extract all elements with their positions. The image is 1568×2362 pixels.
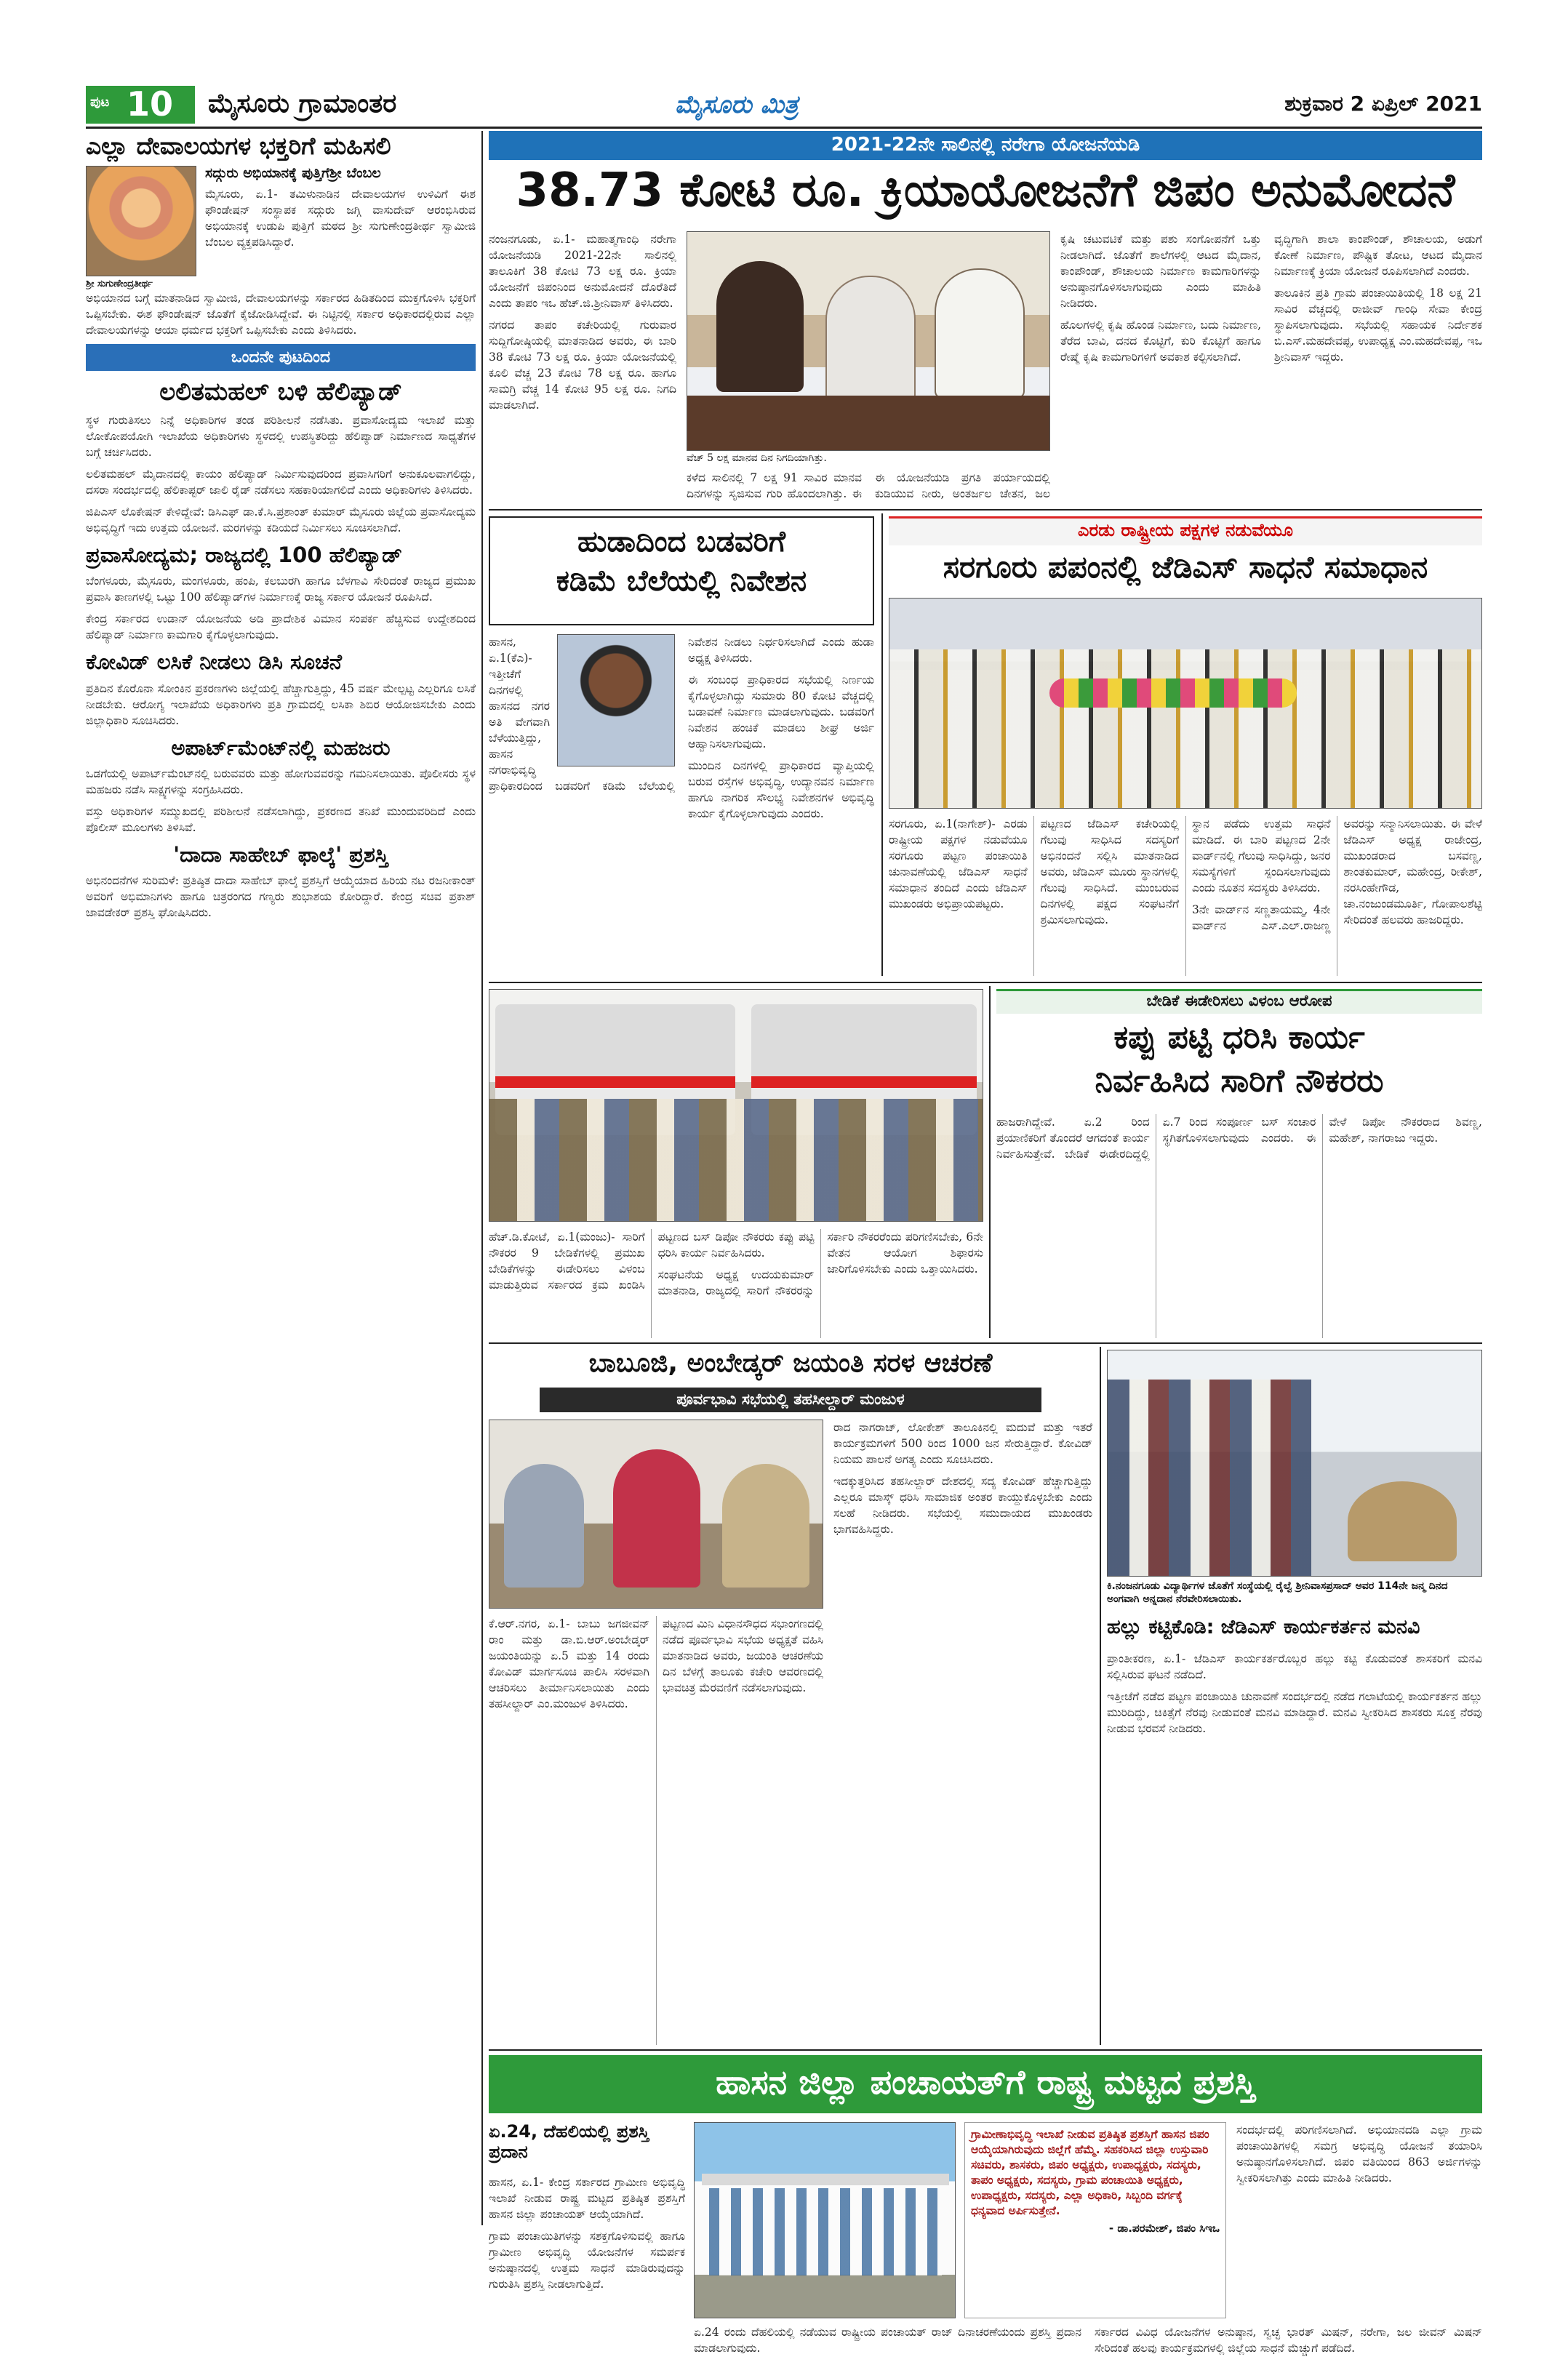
nrega-body-5: ಕೃಷಿ ಚಟುವಟಿಕೆ ಮತ್ತು ಪಶು ಸಂಗೋಪನೆಗೆ ಒತ್ತು ನೀಡಲಾಗಿದೆ. ಜೊತೆಗೆ ಶಾಲೆಗಳಲ್ಲಿ ಆಟದ ಮೈದಾನ, ಕಾಂಪೌಂಡ್, ಶೌಚಾಲಯ ನಿರ್ಮಾಣ ಕಾಮಗಾರಿಗಳನ್ನು ಅನುಷ್ಠಾನಗೊಳಿಸಲಾಗುವುದು ಎಂದು ಮಾಹಿತಿ ನೀಡಿದರು. [1060, 233, 1261, 310]
nrega-meeting-photo [687, 231, 1050, 451]
babu-body-3: ರಾದ ನಾಗರಾಜ್, ಲೋಕೇಶ್ ತಾಲೂಕಿನಲ್ಲಿ ಮದುವೆ ಮತ್ತು ಇತರೆ ಕಾರ್ಯಕ್ರಮಗಳಿಗೆ 500 ರಿಂದ 1000 ಜನ ಸೇರುತ್ತಿದ್ದಾರೆ. ಕೋವಿಡ್ ನಿಯಮ ಪಾಲನೆ ಅಗತ್ಯ ಎಂದು ಸೂಚಿಸಿದರು. [833, 1421, 1092, 1466]
jds-body-1: ಸರಗೂರು, ಏ.1(ನಾಗೇಶ್)- ಎರಡು ರಾಷ್ಟ್ರೀಯ ಪಕ್ಷಗಳ ನಡುವೆಯೂ ಸರಗೂರು ಪಟ್ಟಣ ಪಂಚಾಯಿತಿ ಚುನಾವಣೆಯಲ್ಲಿ ಜೆಡಿಎಸ್ ಸಾಧನೆ ಸಮಾಧಾನ ತಂದಿದೆ ಎಂದು ಜೆಡಿಎಸ್ ಮುಖಂಡರು ಅಭಿಪ್ರಾಯಪಟ್ಟರು. [889, 817, 1028, 910]
zp-building-photo [694, 2122, 956, 2318]
jds-headline: ಸರಗೂರು ಪಪಂನಲ್ಲಿ ಜೆಡಿಎಸ್ ಸಾಧನೆ ಸಮಾಧಾನ [943, 549, 1428, 585]
story2-body-1: ಸ್ಥಳ ಗುರುತಿಸಲು ನಿನ್ನೆ ಅಧಿಕಾರಿಗಳ ತಂಡ ಪರಿಶೀಲನೆ ನಡೆಸಿತು. ಪ್ರವಾಸೋದ್ಯಮ ಇಲಾಖೆ ಮತ್ತು ಲೋಕೋಪಯೋಗಿ ಇಲಾಖೆಯ ಅಧಿಕಾರಿಗಳು ಸ್ಥಳದಲ್ಲಿ ಉಪಸ್ಥಿತರಿದ್ದು ಹೆಲಿಪ್ಯಾಡ್ ನಿರ್ಮಾಣದ ಸಾಧ್ಯತೆಗಳ ಬಗ್ಗೆ ಚರ್ಚಿಸಿದರು. [86, 414, 476, 460]
hallu-headline: ಹಲ್ಲು ಕಟ್ಟಿಕೊಡಿ: ಜೆಡಿಎಸ್ ಕಾರ್ಯಕರ್ತನ ಮನವಿ [1107, 1616, 1420, 1638]
official-figure-1 [716, 261, 804, 392]
bus-workers [489, 1099, 983, 1222]
story5-body-2: ವಸ್ತು ಅಧಿಕಾರಿಗಳ ಸಮ್ಮುಖದಲ್ಲಿ ಪರಿಶೀಲನೆ ನಡೆಸಲಾಗಿದ್ದು, ಪ್ರಕರಣದ ತನಿಖೆ ಮುಂದುವರಿದಿದೆ ಎಂದು ಪೊಲೀಸ್ ಮೂಲಗಳು ತಿಳಿಸಿವೆ. [86, 805, 476, 835]
story6-body-1: ಅಭಿನಂದನೆಗಳ ಸುರಿಮಳೆ: ಪ್ರತಿಷ್ಠಿತ ದಾದಾ ಸಾಹೇಬ್ ಫಾಲ್ಕೆ ಪ್ರಶಸ್ತಿಗೆ ಆಯ್ಕೆಯಾದ ಹಿರಿಯ ನಟ ರಜನೀಕಾಂತ್ ಅವರಿಗೆ ಅಭಿಮಾನಿಗಳು ಹಾಗೂ ಚಿತ್ರರಂಗದ ಗಣ್ಯರು ಶುಭಾಶಯ ಕೋರಿದ್ದಾರೆ. ಕೇಂದ್ರ ಸಚಿವ ಪ್ರಕಾಶ್ ಜಾವಡೇಕರ್ ಪ್ರಶಸ್ತಿ ಘೋಷಿಸಿದರು. [86, 874, 476, 920]
hassan-quote: ಗ್ರಾಮೀಣಾಭಿವೃದ್ಧಿ ಇಲಾಖೆ ನೀಡುವ ಪ್ರತಿಷ್ಠಿತ ಪ್ರಶಸ್ತಿಗೆ ಹಾಸನ ಜಿಪಂ ಆಯ್ಕೆಯಾಗಿರುವುದು ಜಿಲ್ಲೆಗೆ ಹೆಮ್ಮೆ. ಸಹಕರಿಸಿದ ಜಿಲ್ಲಾ ಉಸ್ತುವಾರಿ ಸಚಿವರು, ಶಾಸಕರು, ಜಿಪಂ ಅಧ್ಯಕ್ಷರು, ಉಪಾಧ್ಯಕ್ಷರು, ಸದಸ್ಯರು, ತಾಪಂ ಅಧ್ಯಕ್ಷರು, ಸದಸ್ಯರು, ಗ್ರಾಮ ಪಂಚಾಯಿತಿ ಅಧ್ಯಕ್ಷರು, ಉಪಾಧ್ಯಕ್ಷರು, ಸದಸ್ಯರು, ಎಲ್ಲಾ ಅಧಿಕಾರಿ, ಸಿಬ್ಬಂದಿ ವರ್ಗಕ್ಕೆ ಧನ್ಯವಾದ ಅರ್ಪಿಸುತ್ತೇನೆ. [971, 2128, 1209, 2217]
story3-body-1: ಬೆಂಗಳೂರು, ಮೈಸೂರು, ಮಂಗಳೂರು, ಹಂಪಿ, ಕಲಬುರಗಿ ಹಾಗೂ ಬೆಳಗಾವಿ ಸೇರಿದಂತೆ ರಾಜ್ಯದ ಪ್ರಮುಖ ಪ್ರವಾಸಿ ತಾಣಗಳಲ್ಲಿ ಒಟ್ಟು 100 ಹೆಲಿಪ್ಯಾಡ್‌ಗಳ ನಿರ್ಮಾಣಕ್ಕೆ ರಾಜ್ಯ ಸರ್ಕಾರ ಯೋಜನೆ ರೂಪಿಸಿದೆ. [86, 575, 476, 604]
babu-meeting-photo [489, 1420, 823, 1609]
jds-body-3: ಸ್ಥಾನ ಪಡೆದು ಉತ್ತಮ ಸಾಧನೆ ಮಾಡಿದೆ. ಈ ಬಾರಿ ಪಟ್ಟಣದ 2ನೇ ವಾರ್ಡ್‌ನಲ್ಲಿ ಗೆಲುವು ಸಾಧಿಸಿದ್ದು, ಜನರ ಸಮಸ್ಯೆಗಳಿಗೆ ಸ್ಪಂದಿಸಲಾಗುವುದು ಎಂದು ನೂತನ ಸದಸ್ಯರು ತಿಳಿಸಿದರು. [1192, 817, 1331, 894]
hassan-body-1: ಹಾಸನ, ಏ.1- ಕೇಂದ್ರ ಸರ್ಕಾರದ ಗ್ರಾಮೀಣ ಅಭಿವೃದ್ಧಿ ಇಲಾಖೆ ನೀಡುವ ರಾಷ್ಟ್ರ ಮಟ್ಟದ ಪ್ರತಿಷ್ಠಿತ ಪ್ರಶಸ್ತಿಗೆ ಹಾಸನ ಜಿಲ್ಲಾ ಪಂಚಾಯತ್ ಆಯ್ಕೆಯಾಗಿದೆ. [489, 2176, 685, 2221]
huda-headline-line1: ಹುಡಾದಿಂದ ಬಡವರಿಗೆ [577, 525, 785, 559]
nrega-body-7: ವೃದ್ಧಿಗಾಗಿ ಶಾಲಾ ಕಾಂಪೌಂಡ್, ಶೌಚಾಲಯ, ಅಡುಗೆ ಕೋಣೆ ನಿರ್ಮಾಣ, ಪೌಷ್ಟಿಕ ತೋಟ, ಆಟದ ಮೈದಾನ ನಿರ್ಮಾಣಕ್ಕೆ ಕ್ರಿಯಾ ಯೋಜನೆ ರೂಪಿಸಲಾಗಿದೆ ಎಂದರು. [1274, 233, 1482, 278]
story6-headline: 'ದಾದಾ ಸಾಹೇಬ್ ಫಾಲ್ಕೆ' ಪ್ರಶಸ್ತಿ [173, 842, 388, 868]
nrega-photo-caption: ವೆಚ್ 5 ಲಕ್ಷ ಮಾನವ ದಿನ ನಿಗದಿಯಾಗಿತ್ತು. [687, 452, 827, 464]
page-label: ಪುಟ [90, 95, 110, 110]
hassan-body-right [1236, 2122, 1482, 2320]
masthead [86, 86, 1482, 124]
meeting-table [687, 396, 1050, 451]
hassan-body-bottom [694, 2324, 1482, 2356]
nrega-body-2: ನಗರದ ತಾಪಂ ಕಚೇರಿಯಲ್ಲಿ ಗುರುವಾರ ಸುದ್ದಿಗೋಷ್ಠಿಯಲ್ಲಿ ಮಾತನಾಡಿದ ಅವರು, ಈ ಬಾರಿ 38 ಕೋಟಿ 73 ಲಕ್ಷ ರೂ. ಕ್ರಿಯಾ ಯೋಜನೆಯಲ್ಲಿ ಕೂಲಿ ವೆಚ್ಚ 23 ಕೋಟಿ 78 ಲಕ್ಷ ರೂ. ಹಾಗೂ ಸಾಮಗ್ರಿ ವೆಚ್ಚ 14 ಕೋಟಿ 95 ಲಕ್ಷ ರೂ. ನಿಗದಿ ಮಾಡಲಾಗಿದೆ. [489, 319, 676, 412]
story3-headline: ಪ್ರವಾಸೋದ್ಯಮ; ರಾಜ್ಯದಲ್ಲಿ 100 ಹೆಲಿಪ್ಯಾಡ್ [86, 543, 403, 568]
story1-body-1: ಮೈಸೂರು, ಏ.1- ತಮಿಳುನಾಡಿನ ದೇವಾಲಯಗಳ ಉಳಿವಿಗೆ ಈಶ ಫೌಂಡೇಷನ್ ಸಂಸ್ಥಾಪಕ ಸದ್ಗುರು ಜಗ್ಗಿ ವಾಸುದೇವ್ ಆರಂಭಿಸಿರುವ ಅಭಿಯಾನಕ್ಕೆ ಉಡುಪಿ ಪುತ್ತಿಗೆ ಮಠದ ಶ್ರೀ ಸುಗುಣೇಂದ್ರತೀರ್ಥ ಸ್ವಾಮೀಜಿ ಬೆಂಬಲ ವ್ಯಕ್ತಪಡಿಸಿದ್ದಾರೆ. [205, 187, 476, 249]
nrega-body-col4 [1060, 231, 1261, 502]
hassan-body-col1 [489, 2174, 685, 2320]
left-column-divider [481, 131, 483, 2225]
hassan-body-2: ಗ್ರಾಮ ಪಂಚಾಯಿತಿಗಳನ್ನು ಸಶಕ್ತಗೊಳಿಸುವಲ್ಲಿ ಹಾಗೂ ಗ್ರಾಮೀಣ ಅಭಿವೃದ್ಧಿ ಯೋಜನೆಗಳ ಸಮರ್ಪಕ ಅನುಷ್ಠಾನದಲ್ಲಿ ಉತ್ತಮ ಸಾಧನೆ ಮಾಡಿರುವುದನ್ನು ಗುರುತಿಸಿ ಪ್ರಶಸ್ತಿ ನೀಡಲಾಗುತ್ತಿದೆ. [489, 2230, 685, 2291]
date-line: ಶುಕ್ರವಾರ 2 ಏಪ್ರಿಲ್ 2021 [1284, 92, 1482, 116]
story2-body-3: ಜಿಪಿಎಸ್ ಲೊಕೇಷನ್ ಕೇಳಿದ್ದೇವೆ: ಡಿಸಿಎಫ್ ಡಾ.ಕೆ.ಸಿ.ಪ್ರಶಾಂತ್ ಕುಮಾರ್ ಮೈಸೂರು ಜಿಲ್ಲೆಯ ಪ್ರವಾಸೋದ್ಯಮ ಅಭಿವೃದ್ಧಿಗೆ ಇದು ಉತ್ತಮ ಯೋಜನೆ. ಮರಗಳನ್ನು ಕಡಿಯದೆ ನಿರ್ಮಿಸಲು ಸೂಚಿಸಲಾಗಿದೆ. [86, 505, 476, 535]
section-name: ಮೈಸೂರು ಗ್ರಾಮಾಂತರ [208, 89, 397, 119]
left-column [86, 131, 476, 2233]
hallu-body [1107, 1651, 1482, 2045]
jds-body-4: 3ನೇ ವಾರ್ಡ್‌ನ ಸಣ್ಣತಾಯಮ್ಮ, 4ನೇ ವಾರ್ಡ್‌ನ ಎಸ್.ಎಲ್.ರಾಜಣ್ಣ ಅವರನ್ನು ಸನ್ಮಾನಿಸಲಾಯಿತು. ಈ ವೇಳೆ ಜೆಡಿಎಸ್ ಅಧ್ಯಕ್ಷ ರಾಜೇಂದ್ರ, ಮುಖಂಡರಾದ ಬಸವಣ್ಣ, ಶಾಂತಕುಮಾರ್, ಮಹೇಂದ್ರ, ರೀಕೇಶ್, ನರಸಿಂಹೇಗೌಡ, ಚಾ.ನಂಜುಂಡಮೂರ್ತಿ, ಗೋಪಾಲಶೆಟ್ಟಿ ಸೇರಿದಂತೆ ಹಲವರು ಹಾಜರಿದ್ದರು. [1192, 817, 1482, 932]
nrega-body-4: ಈ ಯೋಜನೆಯಡಿ ಪ್ರಗತಿ ಪರ್ಯಾಯದಲ್ಲಿ ಕುಡಿಯುವ ನೀರು, ಅಂತರ್ಜಲ ಚೇತನ, ಜಲ [875, 471, 1050, 500]
nrega-body-col3 [687, 470, 1050, 502]
huda-right-divider [881, 513, 883, 976]
hassan-banner-text: ಹಾಸನ ಜಿಲ್ಲಾ ಪಂಚಾಯತ್‌ಗೆ ರಾಷ್ಟ್ರ ಮಟ್ಟದ ಪ್ರಶಸ್ತಿ [716, 2062, 1255, 2102]
babu-body-2: ಪಟ್ಟಣದ ಮಿನಿ ವಿಧಾನಸೌಧದ ಸಭಾಂಗಣದಲ್ಲಿ ನಡೆದ ಪೂರ್ವಭಾವಿ ಸಭೆಯ ಅಧ್ಯಕ್ಷತೆ ವಹಿಸಿ ಮಾತನಾಡಿದ ಅವರು, ಜಯಂತಿ ಆಚರಣೆಯ ದಿನ ಬೆಳಗ್ಗೆ ತಾಲೂಕು ಕಚೇರಿ ಆವರಣದಲ್ಲಿ ಭಾವಚಿತ್ರ ಮೆರವಣಿಗೆ ನಡೆಸಲಾಗುವುದು. [663, 1617, 823, 1694]
jds-bottom-rule [489, 982, 1482, 983]
serving-pot [1348, 1481, 1457, 1561]
annadana-caption: ಕಿ.ನಂಜನಗೂಡು ವಿದ್ಯಾರ್ಥಿಗಳ ಜೊತೆಗೆ ಸಂಸ್ಥೆಯಲ್ಲಿ ರೈಲ್ವೆ ಶ್ರೀನಿವಾಸಪ್ರಸಾದ್ ಅವರ 114ನೇ ಜನ್ಮ ದಿನದ ಅಂಗವಾಗಿ ಅನ್ನದಾನ ನೆರವೇರಿಸಲಾಯಿತು. [1107, 1580, 1448, 1605]
hassan-body-3: ಏ.24 ರಂದು ದೆಹಲಿಯಲ್ಲಿ ನಡೆಯುವ ರಾಷ್ಟ್ರೀಯ ಪಂಚಾಯತ್ ರಾಜ್ ದಿನಾಚರಣೆಯಂದು ಪ್ರಶಸ್ತಿ ಪ್ರದಾನ ಮಾಡಲಾಗುವುದು. [694, 2326, 1081, 2355]
zp-building-windows [709, 2188, 942, 2275]
hassan-subhead: ಏ.24, ದೆಹಲಿಯಲ್ಲಿ ಪ್ರಶಸ್ತಿ ಪ್ರದಾನ [489, 2121, 649, 2162]
huda-body [489, 634, 874, 976]
swamiji-photo [86, 166, 196, 276]
bus-kicker: ಬೇಡಿಕೆ ಈಡೇರಿಸಲು ವಿಳಂಬ ಆರೋಪ [1146, 992, 1332, 1009]
huda-body-2: ಈ ಸಂಬಂಧ ಪ್ರಾಧಿಕಾರದ ಸಭೆಯಲ್ಲಿ ನಿರ್ಣಯ ಕೈಗೊಳ್ಳಲಾಗಿದ್ದು ಸುಮಾರು 80 ಕೋಟಿ ವೆಚ್ಚದಲ್ಲಿ ಬಡಾವಣೆ ನಿರ್ಮಾಣ ಮಾಡಲಾಗುವುದು. ಬಡವರಿಗೆ ನಿವೇಶನ ಹಂಚಿಕೆ ಮಾಡಲು ಶೀಘ್ರ ಅರ್ಜಿ ಆಹ್ವಾನಿಸಲಾಗುವುದು. [688, 673, 874, 750]
story5-body-1: ಒಡಗೆಯಲ್ಲಿ ಅಪಾರ್ಟ್‌ಮೆಂಟ್‌ನಲ್ಲಿ ಬರುವವರು ಮತ್ತು ಹೋಗುವವರನ್ನು ಗಮನಿಸಲಾಯಿತು. ಪೊಲೀಸರು ಸ್ಥಳ ಮಹಜರು ನಡೆಸಿ ಸಾಕ್ಷ್ಯಗಳನ್ನು ಸಂಗ್ರಹಿಸಿದರು. [86, 767, 476, 797]
huda-headline-line2: ಕಡಿಮೆ ಬೆಲೆಯಲ್ಲಿ ನಿವೇಶನ [556, 564, 807, 598]
nrega-body-col1 [489, 231, 676, 502]
official-figure-2 [825, 276, 916, 402]
babu-figure-left [504, 1464, 584, 1588]
official-figure-3 [935, 268, 1025, 399]
nrega-body-8: ತಾಲೂಕಿನ ಪ್ರತಿ ಗ್ರಾಮ ಪಂಚಾಯಿತಿಯಲ್ಲಿ 18 ಲಕ್ಷ 21 ಸಾವಿರ ವೆಚ್ಚದಲ್ಲಿ ರಾಜೀವ್ ಗಾಂಧಿ ಸೇವಾ ಕೇಂದ್ರ ಸ್ಥಾಪಿಸಲಾಗುವುದು. ಸಭೆಯಲ್ಲಿ ಸಹಾಯಕ ನಿರ್ದೇಶಕ ಬಿ.ಎಸ್.ಮಹದೇವಪ್ಪ, ಉಪಾಧ್ಯಕ್ಷ ಎಂ.ಮಹದೇವಪ್ಪ, ಇಒ ಶ್ರೀನಿವಾಸ್ ಇದ್ದರು. [1274, 287, 1482, 364]
bus-bottom-rule [489, 1342, 1482, 1344]
nrega-body-6: ಹೊಲಗಳಲ್ಲಿ ಕೃಷಿ ಹೊಂಡ ನಿರ್ಮಾಣ, ಬದು ನಿರ್ಮಾಣ, ತೆರೆದ ಬಾವಿ, ದನದ ಕೊಟ್ಟಿಗೆ, ಕುರಿ ಕೊಟ್ಟಿಗೆ ಹಾಗೂ ರೇಷ್ಮೆ ಕೃಷಿ ಕಾಮಗಾರಿಗಳಿಗೆ ಅವಕಾಶ ಕಲ್ಪಿಸಲಾಗಿದೆ. [1060, 319, 1261, 364]
bus-body-1: ಹೆಚ್.ಡಿ.ಕೋಟೆ, ಏ.1(ಮಂಜು)- ಸಾರಿಗೆ ನೌಕರರ 9 ಬೇಡಿಕೆಗಳಲ್ಲಿ ಪ್ರಮುಖ ಬೇಡಿಕೆಗಳನ್ನು ಈಡೇರಿಸಲು ವಿಳಂಬ ಮಾಡುತ್ತಿರುವ ಸರ್ಕಾರದ ಕ್ರಮ ಖಂಡಿಸಿ ಪಟ್ಟಣದ ಬಸ್ ಡಿಪೋ ನೌಕರರು ಕಪ್ಪು ಪಟ್ಟಿ ಧರಿಸಿ ಕಾರ್ಯ ನಿರ್ವಹಿಸಿದರು. [489, 1230, 815, 1292]
jds-crowd [889, 649, 1482, 809]
hassan-body-4: ಸರ್ಕಾರದ ವಿವಿಧ ಯೋಜನೆಗಳ ಅನುಷ್ಠಾನ, ಸ್ವಚ್ಛ ಭಾರತ್ ಮಿಷನ್, ನರೇಗಾ, ಜಲ ಜೀವನ್ ಮಿಷನ್ ಸೇರಿದಂತೆ ಹಲವು ಕಾರ್ಯಕ್ರಮಗಳಲ್ಲಿ ಜಿಲ್ಲೆಯ ಸಾಧನೆ ಮೆಚ್ಚುಗೆ ಪಡೆದಿದೆ. [1095, 2326, 1482, 2355]
bus-headline-line2: ನಿರ್ವಹಿಸಿದ ಸಾರಿಗೆ ನೌಕರರು [1095, 1062, 1384, 1100]
babu-body-left [489, 1616, 823, 2045]
zp-building-roof [702, 2174, 949, 2185]
swamiji-photo-block [86, 166, 196, 290]
huda-body-1: ಹಾಸನ, ಏ.1(ಕೆಎ)- ಇತ್ತೀಚೆಗೆ ದಿನಗಳಲ್ಲಿ ಹಾಸನದ ನಗರ ಅತಿ ವೇಗವಾಗಿ ಬೆಳೆಯುತ್ತಿದ್ದು, ಹಾಸನ ನಗರಾಭಿವೃದ್ಧಿ ಪ್ರಾಧಿಕಾರದಿಂದ ಬಡವರಿಗೆ ಕಡಿಮೆ ಬೆಲೆಯಲ್ಲಿ ನಿವೇಶನ ನೀಡಲು ನಿರ್ಧರಿಸಲಾಗಿದೆ ಎಂದು ಹುಡಾ ಅಧ್ಯಕ್ಷ ತಿಳಿಸಿದರು. [489, 636, 874, 793]
bus-body-right [996, 1114, 1482, 1338]
jds-body [889, 816, 1482, 976]
annadana-photo [1107, 1350, 1482, 1577]
huda-headline-box [489, 516, 874, 625]
jds-garlands [1049, 678, 1297, 708]
nrega-headline: 38.73 ಕೋಟಿ ರೂ. ಕ್ರಿಯಾಯೋಜನೆಗೆ ಜಿಪಂ ಅನುಮೋದನೆ [516, 164, 1455, 217]
paper-name: ಮೈಸೂರು ಮಿತ್ರ [675, 90, 799, 119]
page-number: 10 [127, 84, 174, 124]
hassan-top-rule [489, 2049, 1482, 2051]
story2-body-2: ಲಲಿತಮಹಲ್ ಮೈದಾನದಲ್ಲಿ ಕಾಯಂ ಹೆಲಿಪ್ಯಾಡ್ ನಿರ್ಮಿಸುವುದರಿಂದ ಪ್ರವಾಸಿಗರಿಗೆ ಅನುಕೂಲವಾಗಲಿದ್ದು, ದಸರಾ ಸಂದರ್ಭದಲ್ಲಿ ಹೆಲಿಕಾಪ್ಟರ್ ಜಾಲಿ ರೈಡ್ ನಡೆಸಲು ಸಹಕಾರಿಯಾಗಲಿದೆ ಎಂದು ಅಧಿಕಾರಿಗಳು ತಿಳಿಸಿದರು. [86, 468, 476, 497]
nrega-body-col5 [1274, 231, 1482, 502]
story1-subhead: ಸದ್ಗುರು ಅಭಿಯಾನಕ್ಕೆ ಪುತ್ತಿಗೆಶ್ರೀ ಬೆಂಬಲ [205, 164, 381, 181]
babu-body-right [833, 1420, 1092, 2045]
bus-body-3: ಹಾಜರಾಗಿದ್ದೇವೆ. ಏ.2 ರಿಂದ ಪ್ರಯಾಣಿಕರಿಗೆ ತೊಂದರೆ ಆಗದಂತೆ ಕಾರ್ಯ ನಿರ್ವಹಿಸುತ್ತೇವೆ. ಬೇಡಿಕೆ ಈಡೇರದಿದ್ದಲ್ಲಿ ಏ.7 ರಿಂದ ಸಂಪೂರ್ಣ ಬಸ್ ಸಂಚಾರ ಸ್ಥಗಿತಗೊಳಿಸಲಾಗುವುದು ಎಂದರು. ಈ ವೇಳೆ ಡಿಪೋ ನೌಕರರಾದ ಶಿವಣ್ಣ, ಮಹೇಶ್, ನಾಗರಾಜು ಇದ್ದರು. [996, 1116, 1482, 1161]
babu-divider [1100, 1347, 1101, 2045]
story2-headline: ಲಲಿತಮಹಲ್ ಬಳಿ ಹೆಲಿಪ್ಯಾಡ್ [159, 377, 402, 407]
bus-depot-photo [489, 989, 983, 1222]
story1-headline: ಎಲ್ಲಾ ದೇವಾಲಯಗಳ ಭಕ್ತರಿಗೆ ಮಹಿಸಲಿ [86, 132, 391, 160]
bus-body-2: ಸಂಘಟನೆಯ ಅಧ್ಯಕ್ಷ ಉದಯಕುಮಾರ್ ಮಾತನಾಡಿ, ರಾಜ್ಯದಲ್ಲಿ ಸಾರಿಗೆ ನೌಕರರನ್ನು ಸರ್ಕಾರಿ ನೌಕರರೆಂದು ಪರಿಗಣಿಸಬೇಕು, 6ನೇ ವೇತನ ಆಯೋಗ ಶಿಫಾರಸು ಜಾರಿಗೊಳಿಸಬೇಕು ಎಂದು ಒತ್ತಾಯಿಸಿದರು. [657, 1230, 983, 1297]
babu-body-1: ಕೆ.ಆರ್.ನಗರ, ಏ.1- ಬಾಬು ಜಗಜೀವನ್ ರಾಂ ಮತ್ತು ಡಾ.ಬಿ.ಆರ್.ಅಂಬೇಡ್ಕರ್ ಜಯಂತಿಯನ್ನು ಏ.5 ಮತ್ತು 14 ರಂದು ಕೋವಿಡ್ ಮಾರ್ಗಸೂಚಿ ಪಾಲಿಸಿ ಸರಳವಾಗಿ ಆಚರಿಸಲು ತೀರ್ಮಾನಿಸಲಾಯಿತು ಎಂದು ತಹಸೀಲ್ದಾರ್ ಎಂ.ಮಂಜುಳ ತಿಳಿಸಿದರು. [489, 1617, 649, 1710]
students-queue [1108, 1380, 1311, 1576]
jds-group-photo [889, 598, 1482, 809]
nrega-body-3: ಕಳೆದ ಸಾಲಿನಲ್ಲಿ 7 ಲಕ್ಷ 91 ಸಾವಿರ ಮಾನವ ದಿನಗಳನ್ನು ಸೃಜಿಸುವ ಗುರಿ ಹೊಂದಲಾಗಿತ್ತು. ಈ [687, 471, 862, 500]
hallu-body-2: ಇತ್ತೀಚೆಗೆ ನಡೆದ ಪಟ್ಟಣ ಪಂಚಾಯಿತಿ ಚುನಾವಣೆ ಸಂದರ್ಭದಲ್ಲಿ ನಡೆದ ಗಲಾಟೆಯಲ್ಲಿ ಕಾರ್ಯಕರ್ತನ ಹಲ್ಲು ಮುರಿದಿದ್ದು, ಚಿಕಿತ್ಸೆಗೆ ನೆರವು ನೀಡುವಂತೆ ಮನವಿ ಮಾಡಿದ್ದಾರೆ. ಮನವಿ ಸ್ವೀಕರಿಸಿದ ಶಾಸಕರು ಸೂಕ್ತ ನೆರವು ನೀಡುವ ಭರವಸೆ ನೀಡಿದರು. [1107, 1690, 1482, 1735]
swamiji-photo-caption: ಶ್ರೀ ಸುಗುಣೇಂದ್ರತೀರ್ಥ [86, 278, 153, 289]
bus-divider [989, 986, 991, 1338]
masthead-rule [86, 127, 1482, 129]
bus-body [489, 1229, 983, 1338]
hassan-body-5: ಸಂದರ್ಭದಲ್ಲಿ ಪರಿಗಣಿಸಲಾಗಿದೆ. ಅಭಿಯಾನದಡಿ ಎಲ್ಲಾ ಗ್ರಾಮ ಪಂಚಾಯಿತಿಗಳಲ್ಲಿ ಸಮಗ್ರ ಅಭಿವೃದ್ಧಿ ಯೋಜನೆ ತಯಾರಿಸಿ ಅನುಷ್ಠಾನಗೊಳಿಸಲಾಗಿದೆ. ಜಿಪಂ ವತಿಯಿಂದ 863 ಅರ್ಜಿಗಳನ್ನು ಸ್ವೀಕರಿಸಲಾಗಿತ್ತು ಎಂದು ಮಾಹಿತಿ ನೀಡಿದರು. [1236, 2123, 1482, 2185]
hallu-body-1: ಪ್ರಾಂತೀಕರಣ, ಏ.1- ಜೆಡಿಎಸ್ ಕಾರ್ಯಕರ್ತರೊಬ್ಬರ ಹಲ್ಲು ಕಟ್ಟಿ ಕೊಡುವಂತೆ ಶಾಸಕರಿಗೆ ಮನವಿ ಸಲ್ಲಿಸಿರುವ ಘಟನೆ ನಡೆದಿದೆ. [1107, 1652, 1482, 1681]
nrega-body-1: ನಂಜನಗೂಡು, ಏ.1- ಮಹಾತ್ಮಗಾಂಧಿ ನರೇಗಾ ಯೋಜನೆಯಡಿ 2021-22ನೇ ಸಾಲಿನಲ್ಲಿ ತಾಲೂಕಿಗೆ 38 ಕೋಟಿ 73 ಲಕ್ಷ ರೂ. ಕ್ರಿಯಾ ಯೋಜನೆಗೆ ಜಿಪಂನಿಂದ ಅನುಮೋದನೆ ದೊರೆತಿದೆ ಎಂದು ತಾಪಂ ಇಒ ಹೆಚ್.ಜಿ.ಶ್ರೀನಿವಾಸ್ ತಿಳಿಸಿದರು. [489, 233, 676, 310]
jds-body-2: ಪಟ್ಟಣದ ಜೆಡಿಎಸ್ ಕಚೇರಿಯಲ್ಲಿ ಗೆಲುವು ಸಾಧಿಸಿದ ಸದಸ್ಯರಿಗೆ ಅಭಿನಂದನೆ ಸಲ್ಲಿಸಿ ಮಾತನಾಡಿದ ಅವರು, ಜೆಡಿಎಸ್ ಮೂರು ಸ್ಥಾನಗಳಲ್ಲಿ ಗೆಲುವು ಸಾಧಿಸಿದೆ. ಮುಂಬರುವ ದಿನಗಳಲ್ಲಿ ಪಕ್ಷದ ಸಂಘಟನೆಗೆ ಶ್ರಮಿಸಲಾಗುವುದು. [1040, 817, 1179, 926]
huda-body-3: ಮುಂದಿನ ದಿನಗಳಲ್ಲಿ ಪ್ರಾಧಿಕಾರದ ವ್ಯಾಪ್ತಿಯಲ್ಲಿ ಬರುವ ರಸ್ತೆಗಳ ಅಭಿವೃದ್ಧಿ, ಉದ್ಯಾನವನ ನಿರ್ಮಾಣ ಹಾಗೂ ನಾಗರಿಕ ಸೌಲಭ್ಯ ನಿವೇಶನಗಳ ಅಭಿವೃದ್ಧಿ ಕಾರ್ಯ ಕೈಗೊಳ್ಳಲಾಗುವುದು ಎಂದರು. [688, 759, 874, 820]
hassan-quote-by: - ಡಾ.ಪರಮೇಶ್, ಜಿಪಂ ಸಿಇಒ [1108, 2222, 1220, 2235]
nrega-kicker: 2021-22ನೇ ಸಾಲಿನಲ್ಲಿ ನರೇಗಾ ಯೋಜನೆಯಡಿ [831, 134, 1140, 156]
babu-figure-center [613, 1449, 700, 1588]
babu-headline: ಬಾಬೂಜಿ, ಅಂಬೇಡ್ಕರ್ ಜಯಂತಿ ಸರಳ ಆಚರಣೆ [588, 1348, 993, 1378]
story4-body-1: ಪ್ರತಿದಿನ ಕೊರೊನಾ ಸೋಂಕಿನ ಪ್ರಕರಣಗಳು ಜಿಲ್ಲೆಯಲ್ಲಿ ಹೆಚ್ಚಾಗುತ್ತಿದ್ದು, 45 ವರ್ಷ ಮೇಲ್ಪಟ್ಟ ಎಲ್ಲರಿಗೂ ಲಸಿಕೆ ನೀಡಬೇಕು. ಆರೋಗ್ಯ ಇಲಾಖೆಯ ಅಧಿಕಾರಿಗಳು ಪ್ರತಿ ಗ್ರಾಮದಲ್ಲಿ ಲಸಿಕಾ ಶಿಬಿರ ಆಯೋಜಿಸಬೇಕು ಎಂದು ಜಿಲ್ಲಾಧಿಕಾರಿ ಸೂಚಿಸಿದರು. [86, 681, 476, 727]
story5-headline: ಅಪಾರ್ಟ್‌ಮೆಂಟ್‌ನಲ್ಲಿ ಮಹಜರು [171, 734, 391, 760]
band-from-front-page: ಒಂದನೇ ಪುಟದಿಂದ [86, 344, 476, 371]
babu-body-4: ಇದಕ್ಕುತ್ತರಿಸಿದ ತಹಸೀಲ್ದಾರ್ ದೇಶದಲ್ಲಿ ಸದ್ಯ ಕೋವಿಡ್ ಹೆಚ್ಚಾಗುತ್ತಿದ್ದು ಎಲ್ಲರೂ ಮಾಸ್ಕ್ ಧರಿಸಿ ಸಾಮಾಜಿಕ ಅಂತರ ಕಾಯ್ದುಕೊಳ್ಳಬೇಕು ಎಂದು ಸಲಹೆ ನೀಡಿದರು. ಸಭೆಯಲ್ಲಿ ಸಮುದಾಯದ ಮುಖಂಡರು ಭಾಗವಹಿಸಿದ್ದರು. [833, 1475, 1092, 1536]
hassan-quote-box [964, 2122, 1226, 2318]
story1-body-2: ಅಭಿಯಾನದ ಬಗ್ಗೆ ಮಾತನಾಡಿದ ಸ್ವಾಮೀಜಿ, ದೇವಾಲಯಗಳನ್ನು ಸರ್ಕಾರದ ಹಿಡಿತದಿಂದ ಮುಕ್ತಗೊಳಿಸಿ ಭಕ್ತರಿಗೆ ಒಪ್ಪಿಸಬೇಕು. ಈಶ ಫೌಂಡೇಷನ್ ಜೊತೆಗೆ ಕೈಜೋಡಿಸಿದ್ದೇವೆ. ಈ ನಿಟ್ಟಿನಲ್ಲಿ ಸರ್ಕಾರ ಅಧಿಕಾರದಲ್ಲಿರುವ ಎಲ್ಲಾ ದೇವಾಲಯಗಳನ್ನು ಆಯಾ ಧರ್ಮದ ಭಕ್ತರಿಗೆ ಒಪ್ಪಿಸಬೇಕು ಎಂದು ತಿಳಿಸಿದರು. [86, 291, 476, 337]
story3-body-2: ಕೇಂದ್ರ ಸರ್ಕಾರದ ಉಡಾನ್ ಯೋಜನೆಯ ಅಡಿ ಪ್ರಾದೇಶಿಕ ವಿಮಾನ ಸಂಪರ್ಕ ಹೆಚ್ಚಿಸುವ ಉದ್ದೇಶದಿಂದ ಹೆಲಿಪ್ಯಾಡ್ ನಿರ್ಮಾಣ ಕಾಮಗಾರಿ ಕೈಗೊಳ್ಳಲಾಗುವುದು. [86, 612, 476, 642]
huda-person-photo [557, 634, 675, 766]
babu-figure-right [722, 1464, 809, 1588]
babu-subhead: ಪೂರ್ವಭಾವಿ ಸಭೆಯಲ್ಲಿ ತಹಸೀಲ್ದಾರ್ ಮಂಜುಳ [676, 1390, 905, 1408]
story4-headline: ಕೋವಿಡ್ ಲಸಿಕೆ ನೀಡಲು ಡಿಸಿ ಸೂಚನೆ [86, 649, 343, 675]
nrega-bottom-rule [489, 509, 1482, 511]
jds-kicker: ಎರಡು ರಾಷ್ಟ್ರೀಯ ಪಕ್ಷಗಳ ನಡುವೆಯೂ [1078, 520, 1293, 540]
bus-headline-line1: ಕಪ್ಪು ಪಟ್ಟಿ ಧರಿಸಿ ಕಾರ್ಯ [1113, 1019, 1365, 1056]
